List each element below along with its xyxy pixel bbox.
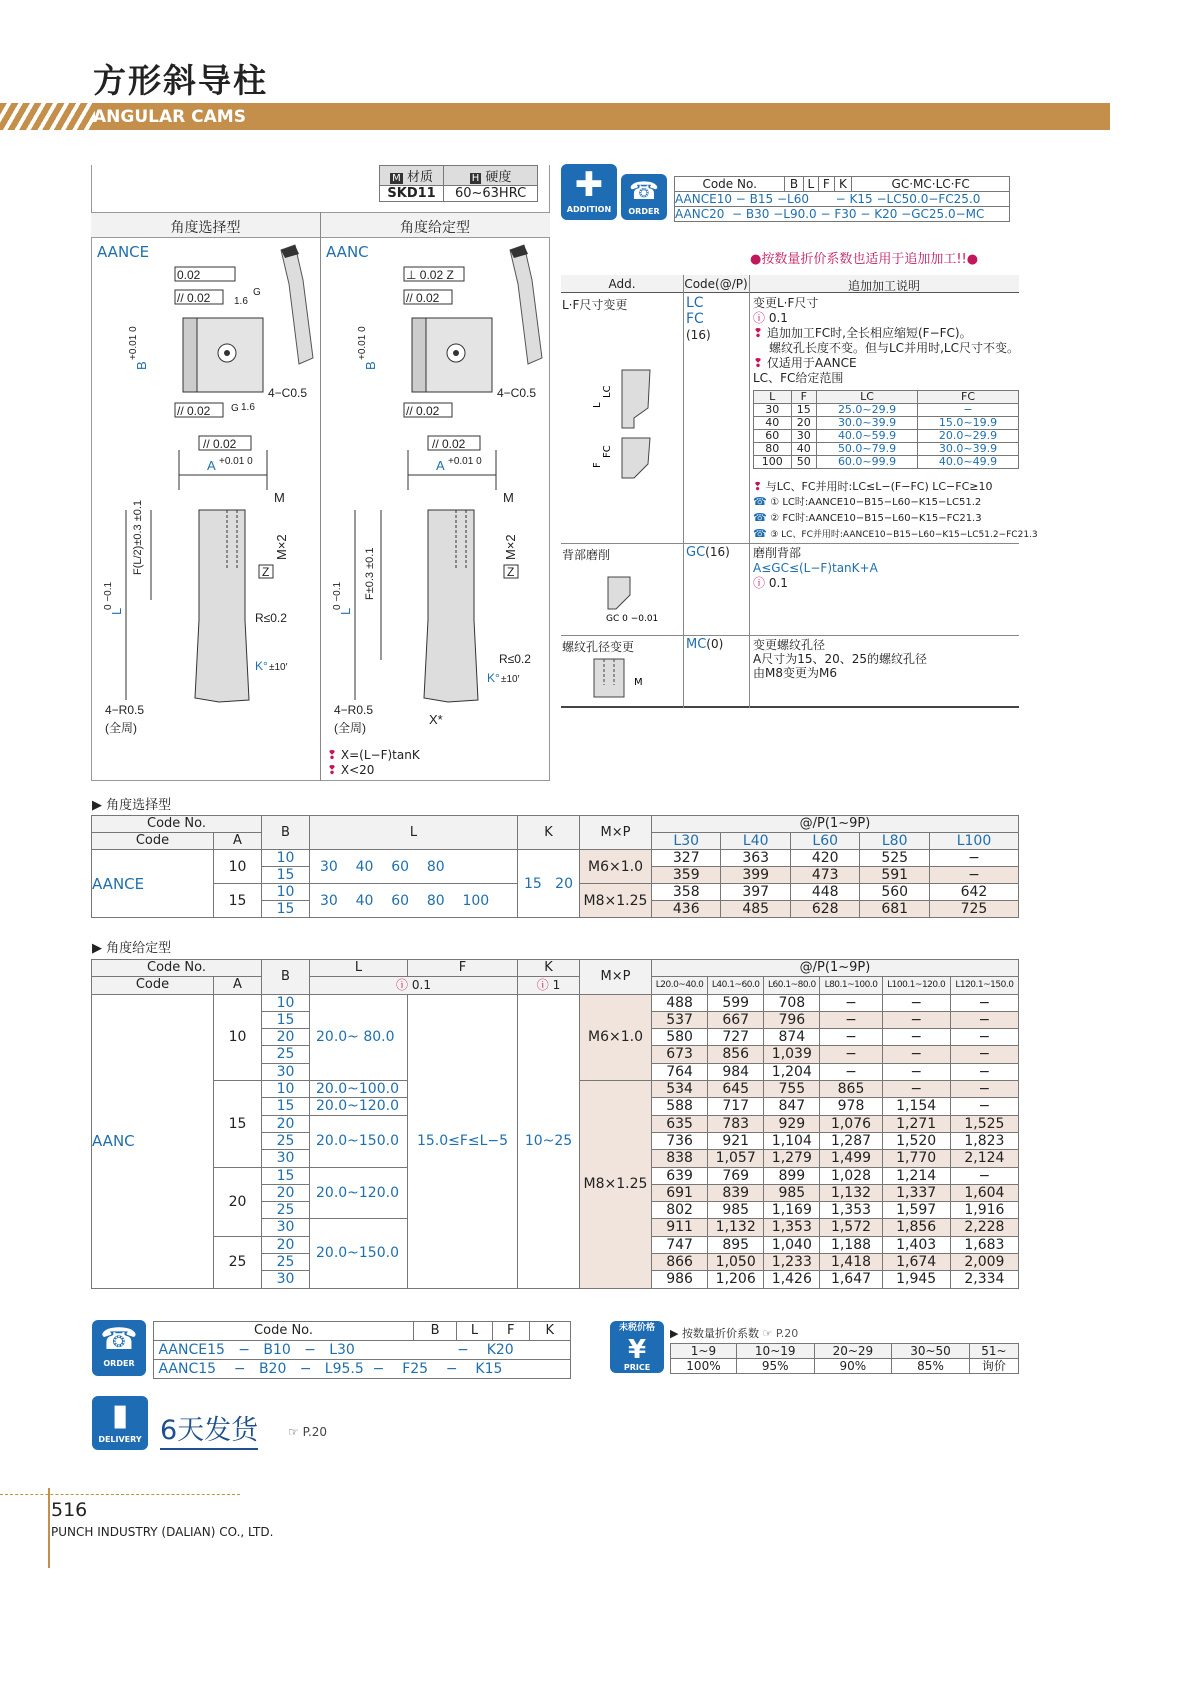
svg-text:1.6: 1.6 [234, 296, 248, 307]
table1: Code No. B L K M×P @/P(1~9P) Code A L30 L40 L60 L80 L100 AANCE 10 10 30 40 60 80 15 20 M6×1.0 327 363 420 525 − 15 359 399 473 591 − 15 10 30 40 60 80 100 M8×1.25 358 397 448 560 642 15 436 485 628 681 725 [91, 815, 1019, 918]
desc-header: 追加加工说明 [847, 279, 920, 293]
svg-text:Z: Z [507, 565, 515, 579]
svg-text:L: L [109, 607, 124, 615]
svg-text:GC 0 −0.01: GC 0 −0.01 [606, 614, 659, 624]
delivery-icon: ▮ DELIVERY [92, 1396, 148, 1450]
svg-text:+0.01 0: +0.01 0 [219, 456, 253, 467]
lf-price: (16) [686, 328, 711, 342]
quantity-discount-table: 1~9 10~19 20~29 30~50 51~ 100% 95% 90% 85% 询价 [670, 1343, 1019, 1374]
gc-label: 背部磨削 [562, 548, 611, 562]
order-example-table: Code No. B L F K GC·MC·LC·FC AANCE10 − B15 −L60 − K15 −LC50.0−FC25.0 AANC20 − B30 −L90.0 − F30 − K20 −GC25.0−MC [674, 176, 1010, 222]
svg-text:K°: K° [255, 659, 268, 673]
svg-text:⊥ 0.02 Z: ⊥ 0.02 Z [406, 268, 454, 282]
svg-text:(全周): (全周) [105, 721, 137, 735]
page-number: 516 [51, 1499, 88, 1521]
delivery-text: 6天发货 [160, 1414, 258, 1450]
code-header: Code(@/P) [684, 277, 748, 291]
svg-text:R≤0.2: R≤0.2 [499, 652, 531, 666]
svg-text:M×2: M×2 [274, 534, 289, 560]
order-icon-2: ☎ ORDER [92, 1320, 146, 1376]
material-table: M 材质 H 硬度 SKD11 60~63HRC [379, 165, 538, 202]
table2: Code No. B L F K M×P @/P(1~9P) Code A ⓘ 0.1 ⓘ 1 L20.0~40.0 L40.1~60.0 L60.1~80.0 L80.1~100.0 L100.1~120.0 L120.1~150.0 AANC 10 10 20.0~ 80.0 15.0≤F≤L−5 10~25 M6×1.0 488 599 708 − − − 15 537 667 796 − − − 20 580 727 874 − − − 25 673 856 1,039 − − − 30 764 984 1,204 − − − 15 10 20.0~100.0 M8×1.25 534 645 755 865 − − 15 20.0~120.0 588 717 847 978 1,154 − 20 20.0~150.0 635 783 929 1,076 1,271 1,525 25 736 921 1,104 1,287 1,520 1,823 30 838 1,057 1,279 1,499 1,770 2,124 20 15 20.0~120.0 639 769 899 1,028 1,214 − 20 691 839 985 1,132 1,337 1,604 25 802 985 1,169 1,353 1,597 1,916 30 20.0~150.0 911 1,132 1,353 1,572 1,856 2,228 25 20 747 895 1,040 1,188 1,403 1,683 25 866 1,050 1,233 1,418 1,674 2,009 30 986 1,206 1,426 1,647 1,945 2,334 [91, 959, 1019, 1289]
svg-text:// 0.02: // 0.02 [177, 404, 211, 418]
svg-text:M: M [634, 677, 643, 688]
svg-text:A: A [207, 458, 216, 473]
svg-text:// 0.02: // 0.02 [177, 291, 211, 305]
svg-text:L: L [592, 402, 603, 408]
svg-text:G: G [231, 403, 239, 414]
table2-title: ▶ 角度给定型 [92, 941, 172, 956]
price-icon: 未税价格 ¥ PRICE [610, 1321, 664, 1373]
order-example-table-2: Code No. B L F K AANCE15 − B10 − L30 − K20 AANC15 − B20 − L95.5 − F25 − K15 [153, 1321, 571, 1379]
svg-text:F(L/2)±0.3 ±0.1: F(L/2)±0.3 ±0.1 [132, 499, 144, 575]
delivery-ref: ☞ P.20 [288, 1425, 328, 1439]
svg-text:(全周): (全周) [334, 721, 366, 735]
title-stripes [0, 103, 95, 130]
svg-text:// 0.02: // 0.02 [406, 404, 440, 418]
svg-text:R≤0.2: R≤0.2 [255, 611, 287, 625]
sel-type-title: 角度选择型 [170, 220, 241, 236]
svg-text:±10′: ±10′ [501, 674, 520, 685]
table1-title: ▶ 角度选择型 [92, 798, 172, 813]
svg-text:4−C0.5: 4−C0.5 [497, 386, 537, 400]
addition-icon: ✚ ADDITION [561, 164, 617, 220]
price-title: ▶ 按数量折价系数 ☞ P.20 [670, 1327, 799, 1340]
svg-text:0 −0.1: 0 −0.1 [332, 581, 343, 610]
giv-code: AANC [326, 243, 369, 261]
technical-drawing [91, 240, 550, 780]
note-x-formula: ❢ X=(L−F)tanK [327, 748, 420, 762]
giv-type-title: 角度给定型 [400, 220, 470, 236]
svg-text:// 0.02: // 0.02 [432, 437, 466, 451]
svg-text:M: M [503, 490, 514, 505]
material-icon: M [392, 173, 401, 184]
svg-text:1.6: 1.6 [241, 402, 255, 413]
svg-text:F: F [592, 462, 603, 468]
svg-text:4−R0.5: 4−R0.5 [334, 703, 374, 717]
svg-text:+0.01 0: +0.01 0 [357, 326, 368, 360]
svg-text:G: G [253, 287, 261, 298]
lc-code: LC [686, 295, 704, 311]
discount-notice: ●按数量折价系数也适用于追加加工!!● [750, 252, 979, 267]
page-title: 方形斜导柱 [93, 61, 268, 100]
svg-text:LC: LC [602, 385, 613, 398]
svg-text:// 0.02: // 0.02 [406, 291, 440, 305]
aance-code: AANCE [92, 850, 214, 918]
hardness-value: 60~63HRC [444, 186, 538, 202]
svg-text:K°: K° [487, 671, 500, 685]
sel-perp-tol: 0.02 [177, 268, 201, 282]
svg-text:L: L [338, 607, 353, 615]
title-bar [95, 103, 1110, 130]
svg-text:// 0.02: // 0.02 [203, 437, 237, 451]
svg-text:+0.01 0: +0.01 0 [128, 326, 139, 360]
sel-code: AANCE [97, 243, 150, 261]
svg-text:F±0.3 ±0.1: F±0.3 ±0.1 [364, 547, 376, 600]
svg-text:M×2: M×2 [503, 534, 518, 560]
svg-text:B: B [134, 361, 149, 370]
mc-label: 螺纹孔径变更 [562, 640, 635, 654]
svg-text:B: B [363, 361, 378, 370]
svg-text:FC: FC [602, 445, 613, 458]
mc-sketch [588, 655, 648, 700]
gc-sketch [600, 575, 659, 625]
sel-r05: 4−R0.5 [105, 703, 145, 717]
lc-fc-range-table: L F LC FC 30 15 25.0~29.9 − 40 20 30.0~39.9 15.0~19.9 60 30 40.0~59.9 20.0~29.9 80 40 50.0~79.9 30.0~39.9 100 50 60.0~99.9 40.0~49.9 [753, 390, 1019, 469]
aanc-code: AANC [92, 994, 214, 1288]
svg-text:Z: Z [262, 565, 270, 579]
svg-text:X*: X* [429, 712, 443, 727]
hardness-icon: H [471, 173, 480, 184]
svg-text:+0.01 0: +0.01 0 [448, 456, 482, 467]
svg-text:A: A [436, 458, 445, 473]
svg-text:±10′: ±10′ [269, 662, 288, 673]
order-icon: ☎ ORDER [621, 174, 667, 220]
lf-label: L·F尺寸变更 [562, 298, 628, 312]
fc-code: FC [686, 311, 704, 327]
add-header: Add. [608, 277, 636, 291]
company-name: PUNCH INDUSTRY (DALIAN) CO., LTD. [51, 1525, 274, 1539]
mc-code: MC(0) [686, 637, 724, 652]
page-subtitle: ANGULAR CAMS [93, 107, 246, 127]
material-value: SKD11 [380, 186, 444, 202]
svg-text:4−C0.5: 4−C0.5 [268, 386, 308, 400]
svg-text:M: M [274, 490, 285, 505]
svg-text:0 −0.1: 0 −0.1 [103, 581, 114, 610]
note-x-limit: ❢ X<20 [327, 763, 375, 777]
lf-sketch [590, 368, 660, 488]
gc-code: GC(16) [686, 545, 730, 560]
